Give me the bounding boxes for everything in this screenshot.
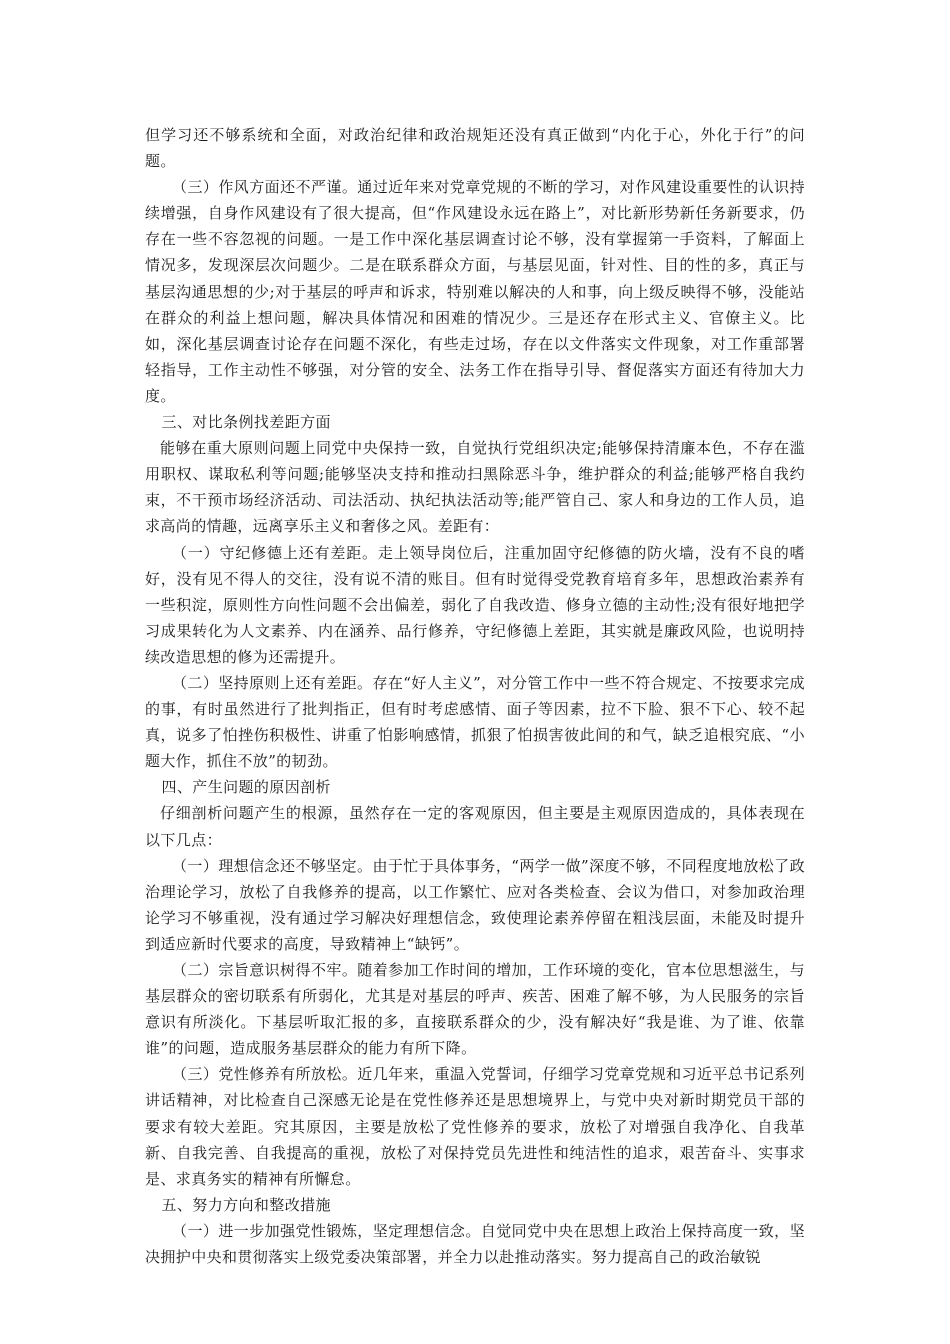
paragraph-style-issue: （三）作风方面还不严谨。通过近年来对党章党规的不断的学习，对作风建设重要性的认识持续增强，自身作风建设有了很大提高，但“作风建设永远在路上”，对比新形势新任务新要求，仍存在一些不容忽视的问题。一是工作中深化基层调查讨论不够，没有掌握第一手资料，了解面上情况多，发现深层次问题少。二是在联系群众方面，与基层见面，针对性、目的性的多，真正与基层沟通思想的少;对于基层的呼声和诉求，特别难以解决的人和事，向上级反映得不够，没能站在群众的利益上想问题，解决具体情况和困难的情况少。三是还存在形式主义、官僚主义。比如，深化基层调查讨论存在问题不深化，有些走过场，存在以文件落实文件现象，对工作重部署轻指导，工作主动性不够强，对分管的安全、法务工作在指导引导、督促落实方面还有待加大力度。 [145,178,805,405]
section-heading-4: 四、产生问题的原因剖析 [161,778,331,797]
document-page [145,122,805,1270]
paragraph-continuation: 但学习还不够系统和全面，对政治纪律和政治规矩还没有真正做到“内化于心，外化于行”的问题。 [145,126,805,171]
paragraph-party-spirit: （三）党性修养有所放松。近几年来，重温入党誓词，仔细学习党章党规和习近平总书记系列讲话精神，对比检查自己深感无论是在党性修养还是思想境界上，与党中央对新时期党员干部的要求有较大差距。究其原因，主要是放松了党性修养的要求，放松了对增强自我净化、自我革新、自我完善、自我提高的重视，放松了对保持党员先进性和纯洁性的追求，艰苦奋斗、实事求是、求真务实的精神有所懈怠。 [145,1065,805,1188]
paragraph-belief: （一）理想信念还不够坚定。由于忙于具体事务，“两学一做”深度不够，不同程度地放松了政治理论学习，放松了自我修养的提高，以工作繁忙、应对各类检查、会议为借口，对参加政治理论学习不够重视，没有通过学习解决好理想信念，致使理论素养停留在粗浅层面，未能及时提升到适应新时代要求的高度，导致精神上“缺钙”。 [145,856,805,953]
paragraph-principle-gap: （二）坚持原则上还有差距。存在“好人主义”，对分管工作中一些不符合规定、不按要求完成的事，有时虽然进行了批判指正，但有时考虑感情、面子等因素，拉不下脸、狠不下心、较不起真，说多了怕挫伤积极性、讲重了怕影响感情，抓狠了怕损害彼此间的和气，缺乏追根究底、“小题大作，抓住不放”的韧劲。 [145,673,805,771]
paragraph-regulation-intro: 能够在重大原则问题上同党中央保持一致，自觉执行党组织决定;能够保持清廉本色，不存在滥用职权、谋取私利等问题;能够坚决支持和推动扫黑除恶斗争，维护群众的利益;能够严格自我约束，不干预市场经济活动、司法活动、执纪执法活动等;能严管自己、家人和身边的工作人员，追求高尚的情趣，远离享乐主义和奢侈之风。差距有： [145,439,805,536]
paragraph-cause-intro: 仔细剖析问题产生的根源，虽然存在一定的客观原因，但主要是主观原因造成的，具体表现在以下几点： [145,804,805,849]
paragraph-purpose: （二）宗旨意识树得不牢。随着参加工作时间的增加，工作环境的变化，官本位思想滋生，与基层群众的密切联系有所弱化，尤其是对基层的呼声、疾苦、困难了解不够，为人民服务的宗旨意识有所淡化。下基层听取汇报的多，直接联系群众的少，没有解决好“我是谁、为了谁、依靠谁”的问题，造成服务基层群众的能力有所下降。 [145,961,805,1058]
paragraph-discipline-gap: （一）守纪修德上还有差距。走上领导岗位后，注重加固守纪修德的防火墙，没有不良的嗜好，没有见不得人的交往，没有说不清的账目。但有时觉得受党教育培育多年，思想政治素养有一些积淀，原则性方向性问题不会出偏差，弱化了自我改造、修身立德的主动性;没有很好地把学习成果转化为人文素养、内在涵养、品行修养，守纪修德上差距，其实就是廉政风险，也说明持续改造思想的修为还需提升。 [145,543,805,666]
section-heading-3: 三、对比条例找差距方面 [161,413,331,432]
paragraph-improvement: （一）进一步加强党性锻炼，坚定理想信念。自觉同党中央在思想上政治上保持高度一致，坚决拥护中央和贯彻落实上级党委决策部署，并全力以赴推动落实。努力提高自己的政治敏锐 [145,1221,805,1267]
section-heading-5: 五、努力方向和整改措施 [161,1195,331,1214]
